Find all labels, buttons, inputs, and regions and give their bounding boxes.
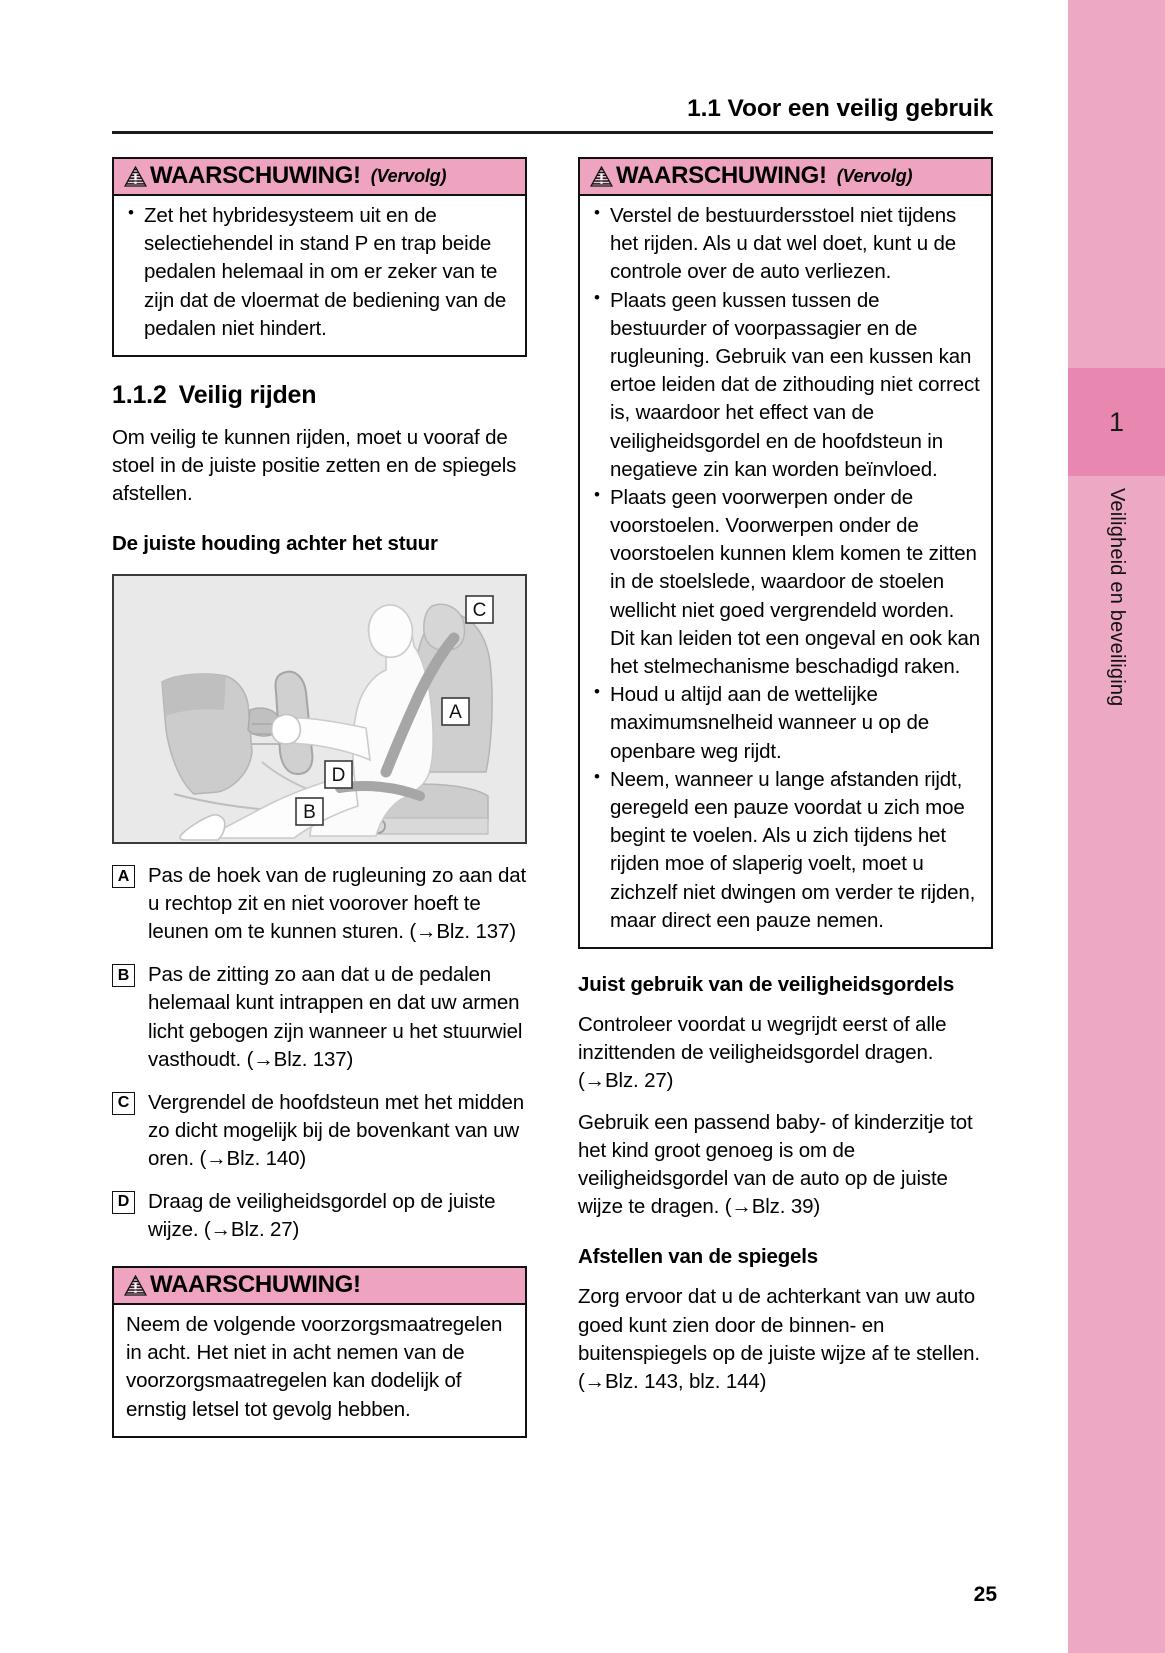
page-number: 25 xyxy=(973,1583,997,1606)
warning-title: WAARSCHUWING! xyxy=(616,162,827,189)
warning-triangle-icon xyxy=(590,166,613,187)
section-title: Veilig rijden xyxy=(178,380,317,409)
list-item xyxy=(112,961,527,1073)
callout-badge-a: A xyxy=(112,865,135,888)
warning-item-list xyxy=(126,202,515,343)
chapter-title-vertical xyxy=(1068,488,1165,707)
warning-header xyxy=(114,1268,525,1305)
svg-text:A: A xyxy=(449,702,462,724)
callout-text-d: Draag de veiligheidsgordel op de juiste wijze. (→Blz. 27) xyxy=(148,1189,496,1242)
seatbelt-paragraph-2: Gebruik een passend baby- of kinderzitje tot het kind groot genoeg is om de veiligheidsgordel van de auto op de juiste wijze te dragen. (→Blz. 39) xyxy=(578,1111,973,1219)
list-item xyxy=(112,1188,527,1244)
mirrors-paragraph: Zorg ervoor dat u de achterkant van uw auto goed kunt zien door de binnen- en buitenspiegels op de juiste wijze af te stellen. (→Blz. 143, blz. 144) xyxy=(578,1285,980,1393)
list-item: • Houd u altijd aan de wettelijke maximumsnelheid wanneer u op de openbare weg rijdt. xyxy=(592,681,981,766)
subsection-heading-posture: De juiste houding achter het stuur xyxy=(112,532,438,556)
chapter-title-text: Veiligheid en beveiliging xyxy=(1106,488,1128,707)
callout-text-b: Pas de zitting zo aan dat u de pedalen helemaal kunt intrappen en dat uw armen licht gebogen zijn wanneer u het stuurwiel vasthoudt. (→Blz. 137) xyxy=(148,963,523,1071)
chapter-index-tab xyxy=(1068,0,1165,1653)
warning-item-list xyxy=(592,202,981,935)
list-item: • Verstel de bestuurdersstoel niet tijdens het rijden. Als u dat wel doet, kunt u de controle over de auto verliezen. xyxy=(592,202,981,287)
posture-figure-graphic xyxy=(114,576,525,842)
section-heading xyxy=(112,381,527,410)
list-item xyxy=(112,1089,527,1173)
warning-continued-label: (Vervolg) xyxy=(836,165,913,186)
warning-continued-label: (Vervolg) xyxy=(370,165,447,186)
callout-badge-c: C xyxy=(112,1092,135,1115)
callout-text-a: Pas de hoek van de rugleuning zo aan dat u rechtop zit en niet voorover hoeft te leunen om te kunnen sturen. (→Blz. 137) xyxy=(148,864,527,944)
chapter-number: 1 xyxy=(1068,368,1165,476)
page-header-title: 1.1 Voor een veilig gebruik xyxy=(687,95,993,122)
list-item xyxy=(112,862,527,946)
subsection-heading-seatbelts: Juist gebruik van de veiligheidsgordels xyxy=(578,972,955,996)
warning-body-text: Neem de volgende voorzorgsmaatregelen in acht. Het niet in acht nemen van de voorzorgsmaatregelen kan dodelijk of ernstig letsel tot gevolg hebben. xyxy=(126,1313,503,1421)
section-number: 1.1.2 xyxy=(112,380,167,409)
callout-badge-b: B xyxy=(112,964,135,987)
driving-posture-illustration xyxy=(112,574,527,844)
callout-text-c: Vergrendel de hoofdsteun met het midden zo dicht mogelijk bij de bovenkant van uw oren. (→Blz. 140) xyxy=(148,1090,524,1170)
warning-header xyxy=(114,159,525,196)
warning-body xyxy=(580,196,991,947)
list-item: • Neem, wanneer u lange afstanden rijdt, geregeld een pauze voordat u zich moe begint te voelen. Als u zich tijdens het rijden moe of slaperig voelt, moet u zichzelf niet dwingen om verder te rijden, maar direct een pauze nemen. xyxy=(592,766,981,935)
left-column xyxy=(112,157,527,1438)
svg-text:C: C xyxy=(472,600,487,622)
warning-title: WAARSCHUWING! xyxy=(150,1271,361,1299)
list-item: • Plaats geen voorwerpen onder de voorstoelen. Voorwerpen onder de voorstoelen kunnen klem komen te zitten in de stoelslede, waardoor de stoelen wellicht niet goed vergrendeld worden. Dit kan leiden tot een ongeval en ook kan het stelmechanisme beschadigd raken. xyxy=(592,484,981,681)
warning-header xyxy=(580,159,991,196)
header-divider xyxy=(112,131,993,134)
callout-description-list xyxy=(112,862,527,1244)
warning-title: WAARSCHUWING! xyxy=(150,162,361,189)
list-item: • Plaats geen kussen tussen de bestuurder of voorpassagier en de rugleuning. Gebruik van een kussen kan ertoe leiden dat de zithouding niet correct is, waardoor het effect van de veiligheidsgordel en de hoofdsteun in negatieve zin kan worden beïnvloed. xyxy=(592,287,981,484)
warning-triangle-icon xyxy=(124,166,147,187)
warning-box-bottom-left xyxy=(112,1266,527,1438)
list-item: • Zet het hybridesysteem uit en de selectiehendel in stand P en trap beide pedalen helemaal in om er zeker van te zijn dat de vloermat de bediening van de pedalen niet hindert. xyxy=(126,202,515,343)
callout-badge-d: D xyxy=(112,1191,135,1214)
subsection-heading-mirrors: Afstellen van de spiegels xyxy=(578,1245,818,1269)
right-column xyxy=(578,157,993,1410)
warning-body xyxy=(114,1305,525,1436)
warning-triangle-icon xyxy=(124,1275,147,1296)
warning-box-continued-right xyxy=(578,157,993,949)
svg-text:D: D xyxy=(331,765,346,787)
warning-body xyxy=(114,196,525,355)
section-intro-paragraph: Om veilig te kunnen rijden, moet u vooraf de stoel in de juiste positie zetten en de spiegels afstellen. xyxy=(112,425,517,506)
seatbelt-paragraph-1: Controleer voordat u wegrijdt eerst of alle inzittenden de veiligheidsgordel dragen. (→Blz. 27) xyxy=(578,1012,947,1093)
svg-text:B: B xyxy=(303,802,316,824)
warning-box-continued-left xyxy=(112,157,527,357)
